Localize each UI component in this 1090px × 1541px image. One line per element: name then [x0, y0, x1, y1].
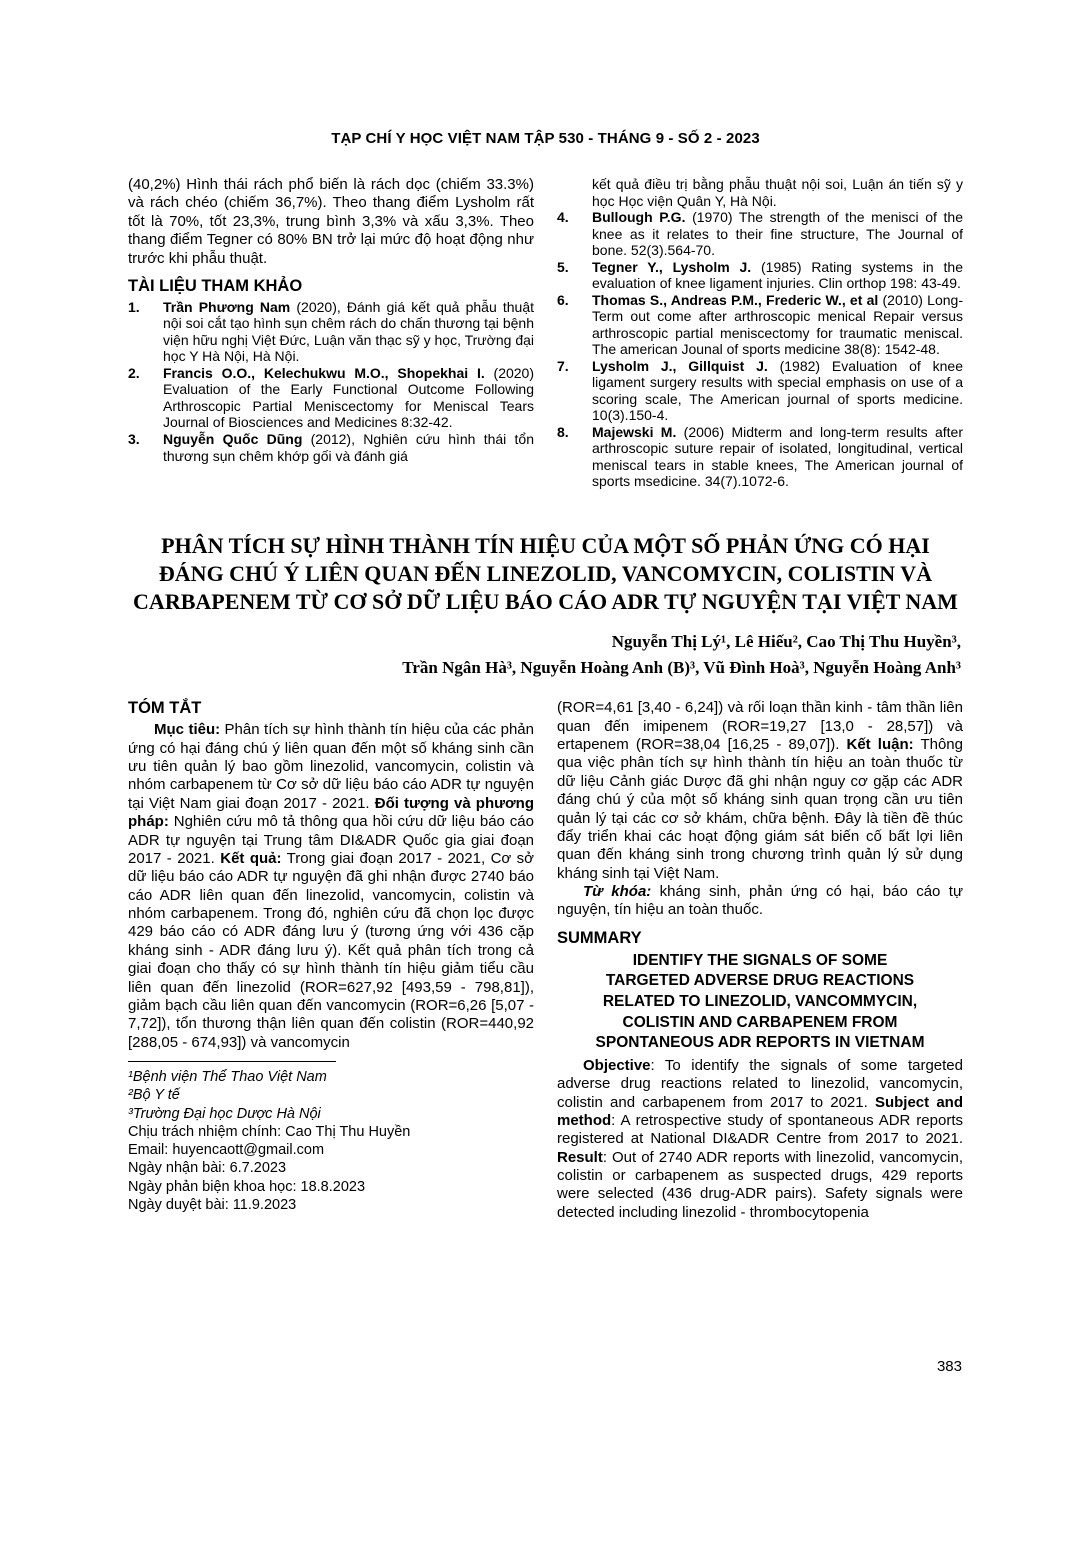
- authors-line: Trần Ngân Hà³, Nguyễn Hoàng Anh (B)³, Vũ Đình Hoà³, Nguyễn Hoàng Anh³: [402, 657, 961, 677]
- reference-item: [557, 424, 963, 490]
- reference-authors: Nguyễn Quốc Dũng: [163, 431, 303, 447]
- summary-title-line: TARGETED ADVERSE DRUG REACTIONS: [605, 972, 915, 990]
- accepted-date-line: Ngày duyệt bài: 11.9.2023: [128, 1196, 297, 1213]
- corresponding-author-line: Chịu trách nhiệm chính: Cao Thị Thu Huyền: [128, 1123, 411, 1140]
- reference-number: 1.: [128, 298, 140, 315]
- reference-text: (2006) Midterm and long-term results after arthroscopic suture repair of isolated, longitudinal, vertical meniscal tears in stable knees, The American journal of sports msedicine. 34(7).1072-6.: [592, 423, 963, 490]
- reference-item: [557, 358, 963, 424]
- reference-authors: Majewski M.: [592, 423, 677, 440]
- reference-item: [557, 292, 963, 358]
- reference-text: (2010) Long- Term out come after arthroscopic menical Repair versus arthroscopic partial meniscectomy for traumatic meniscal. The american Jounal of sports medicine 38(8): 1542-48.: [592, 291, 963, 358]
- article-title-line: CARBAPENEM TỪ CƠ SỞ DỮ LIỆU BÁO CÁO ADR TỰ NGUYỆN TẠI VIỆT NAM: [133, 589, 958, 615]
- affiliation-footnote: ³Trường Đại học Dược Hà Nội: [128, 1105, 321, 1122]
- email-line: Email: huyencaott@gmail.com: [128, 1142, 325, 1159]
- abstract-left-column: [128, 699, 534, 1222]
- reference-item: [557, 209, 963, 259]
- reference-authors: Tegner Y., Lysholm J.: [592, 258, 752, 275]
- summary-title-line: SPONTANEOUS ADR REPORTS IN VIETNAM: [595, 1034, 925, 1052]
- footnote-divider: [128, 1061, 336, 1062]
- references-section: [128, 176, 963, 490]
- reference-item: [128, 365, 534, 431]
- reference-continuation: kết quả điều trị bằng phẫu thuật nội soi, Luận án tiến sỹ y học Học viện Quân Y, Hà Nội.: [592, 176, 963, 209]
- article-title: [128, 532, 963, 616]
- article-title-line: PHÂN TÍCH SỰ HÌNH THÀNH TÍN HIỆU CỦA MỘT SỐ PHẢN ỨNG CÓ HẠI: [161, 532, 930, 558]
- reference-item: [557, 259, 963, 292]
- keywords-paragraph: Từ khóa: kháng sinh, phản ứng có hại, báo cáo tự nguyện, tín hiệu an toàn thuốc.: [557, 883, 963, 919]
- reference-number: 5.: [557, 258, 569, 275]
- references-right-column: [557, 176, 963, 490]
- reference-authors: Bullough P.G.: [592, 209, 686, 226]
- authors-line: Nguyễn Thị Lý¹, Lê Hiếu², Cao Thị Thu Huyền³,: [611, 632, 961, 652]
- reference-number: 4.: [557, 209, 569, 226]
- page-number: 383: [936, 1358, 962, 1375]
- reference-text: (1970) The strength of the menisci of the knee as it relates to their fine structure, The Journal of bone. 52(3).564-70.: [592, 209, 963, 259]
- reference-authors: Trần Phương Nam: [163, 298, 291, 315]
- summary-title-line: COLISTIN AND CARBAPENEM FROM: [622, 1013, 898, 1031]
- footnote-block: [128, 1061, 534, 1214]
- article-title-line: ĐÁNG CHÚ Ý LIÊN QUAN ĐẾN LINEZOLID, VANCOMYCIN, COLISTIN VÀ: [158, 560, 933, 586]
- abstract-vi-heading: TÓM TẮT: [128, 699, 202, 718]
- reference-number: 8.: [557, 423, 569, 440]
- authors-block: [128, 629, 963, 680]
- reference-text: (2012), Nghiên cứu hình thái tổn thương sụn chêm khớp gối và đánh giá: [163, 431, 534, 464]
- reference-number: 7.: [557, 357, 569, 374]
- reference-authors: Francis O.O., Kelechukwu M.O., Shopekhai I.: [163, 364, 485, 381]
- summary-heading: SUMMARY: [557, 928, 642, 947]
- summary-title: [557, 951, 963, 1054]
- reference-number: 3.: [128, 431, 140, 447]
- summary-title-line: IDENTIFY THE SIGNALS OF SOME: [632, 951, 888, 969]
- prev-article-closing-paragraph: (40,2%) Hình thái rách phổ biến là rách dọc (chiếm 33.3%) và rách chéo (chiếm 36,7%). Theo thang điểm Lysholm rất tốt là 70%, tốt 23,3%, trung bình 3,3% và xấu 3,3%. Theo thang điểm Tegner có 80% BN trở lại mức độ hoạt động như trước khi phẫu thuật.: [128, 176, 534, 267]
- reference-authors: Lysholm J., Gillquist J.: [592, 357, 768, 374]
- reference-number: 6.: [557, 291, 569, 308]
- reference-text: (2020), Đánh giá kết quả phẫu thuật nội soi cắt tạo hình sụn chêm rách do chấn thương tại bệnh viện hữu nghị Việt Đức, Luận văn thạc sỹ y học, Trường đại học Y Hà Nội, Hà Nội.: [163, 298, 534, 365]
- references-left-column: [128, 176, 534, 490]
- reference-text: (1985) Rating systems in the evaluation of knee ligament injuries. Clin orthop 198: 43-49.: [592, 258, 963, 292]
- reference-item: [128, 431, 534, 464]
- summary-paragraph: Objective: To identify the signals of some targeted adverse drug reactions related to linezolid, vancomycin, colistin and carbapenem from 2017 to 2021. Subject and method: A retrospective study of spontaneous ADR reports registered at National DI&ADR Centre from 2017 to 2021. Result: Out of 2740 ADR reports with linezolid, vancomycin, colistin or carbapenem as suspected drugs, 429 reports were selected (436 drug-ADR pairs). Safety signals were detected including linezolid - thrombocytopenia: [557, 1056, 963, 1221]
- reference-number: 2.: [128, 364, 140, 381]
- abstract-right-column: [557, 699, 963, 1222]
- abstract-section: [128, 699, 963, 1222]
- affiliation-footnote: ¹Bệnh viện Thể Thao Việt Nam: [128, 1069, 327, 1086]
- reference-item: [128, 299, 534, 365]
- review-date-line: Ngày phản biện khoa học: 18.8.2023: [128, 1178, 366, 1195]
- reference-text: (1982) Evaluation of knee ligament surgery results with special emphasis on use of a scoring scale, The American journal of sports medicine. 10(3).150-4.: [592, 357, 963, 424]
- references-heading: TÀI LIỆU THAM KHẢO: [128, 276, 303, 295]
- affiliation-footnote: ²Bộ Y tế: [128, 1087, 180, 1104]
- abstract-vi-continuation: (ROR=4,61 [3,40 - 6,24]) và rối loạn thần kinh - tâm thần liên quan đến imipenem (ROR=19,27 [13,0 - 28,57]) và ertapenem (ROR=38,04 [16,25 - 89,07]). Kết luận: Thông qua việc phân tích sự hình thành tín hiệu an toàn thuốc từ dữ liệu Cảnh giác Dược đã ghi nhận nguy cơ gặp các ADR đáng chú ý của một số kháng sinh quan trọng cần ưu tiên quản lý tại các cơ sở khám, chữa bệnh. Đây là tiền đề thúc đẩy triển khai các hoạt động giám sát biến cố bất lợi liên quan đến kháng sinh trong chương trình quản lý sử dụng kháng sinh tại Việt Nam.: [557, 699, 963, 882]
- abstract-vi-paragraph: Mục tiêu: Phân tích sự hình thành tín hiệu của các phản ứng có hại đáng chú ý liên quan đến một số kháng sinh cần ưu tiên quản lý bao gồm linezolid, vancomycin, colistin và nhóm carbapenem từ Cơ sở dữ liệu báo cáo ADR tự nguyện tại Việt Nam giai đoạn 2017 - 2021. Đối tượng và phương pháp: Nghiên cứu mô tả thông qua hồi cứu dữ liệu báo cáo ADR tự nguyện tại Trung tâm DI&ADR Quốc gia giai đoạn 2017 - 2021. Kết quả: Trong giai đoạn 2017 - 2021, Cơ sở dữ liệu báo cáo ADR tự nguyện đã ghi nhận được 2740 báo cáo ADR liên quan đến linezolid, vancomycin, colistin và nhóm carbapenem. Trong đó, nghiên cứu đã chọn lọc được 429 báo cáo có ADR đáng lưu ý (tương ứng với 436 cặp kháng sinh - ADR đáng lưu ý). Kết quả phân tích trong cả giai đoạn cho thấy có sự hình thành tín hiệu giảm tiểu cầu liên quan đến linezolid (ROR=627,92 [493,59 - 798,81]), giảm bạch cầu liên quan đến vancomycin (ROR=6,26 [5,07 - 7,72]), tổn thương thận liên quan đến colistin (ROR=440,92 [288,05 - 674,93]) và vancomycin: [128, 721, 535, 1051]
- received-date-line: Ngày nhận bài: 6.7.2023: [128, 1160, 287, 1177]
- reference-text: (2020) Evaluation of the Early Functional Outcome Following Arthroscopic Partial Meniscectomy for Meniscal Tears Journal of Biosciences and Medicines 8:32-42.: [163, 364, 535, 431]
- summary-title-line: RELATED TO LINEZOLID, VANCOMMYCIN,: [602, 992, 918, 1010]
- journal-running-head: TẠP CHÍ Y HỌC VIỆT NAM TẬP 530 - THÁNG 9 - SỐ 2 - 2023: [331, 130, 760, 147]
- reference-authors: Thomas S., Andreas P.M., Frederic W., et al: [592, 291, 879, 308]
